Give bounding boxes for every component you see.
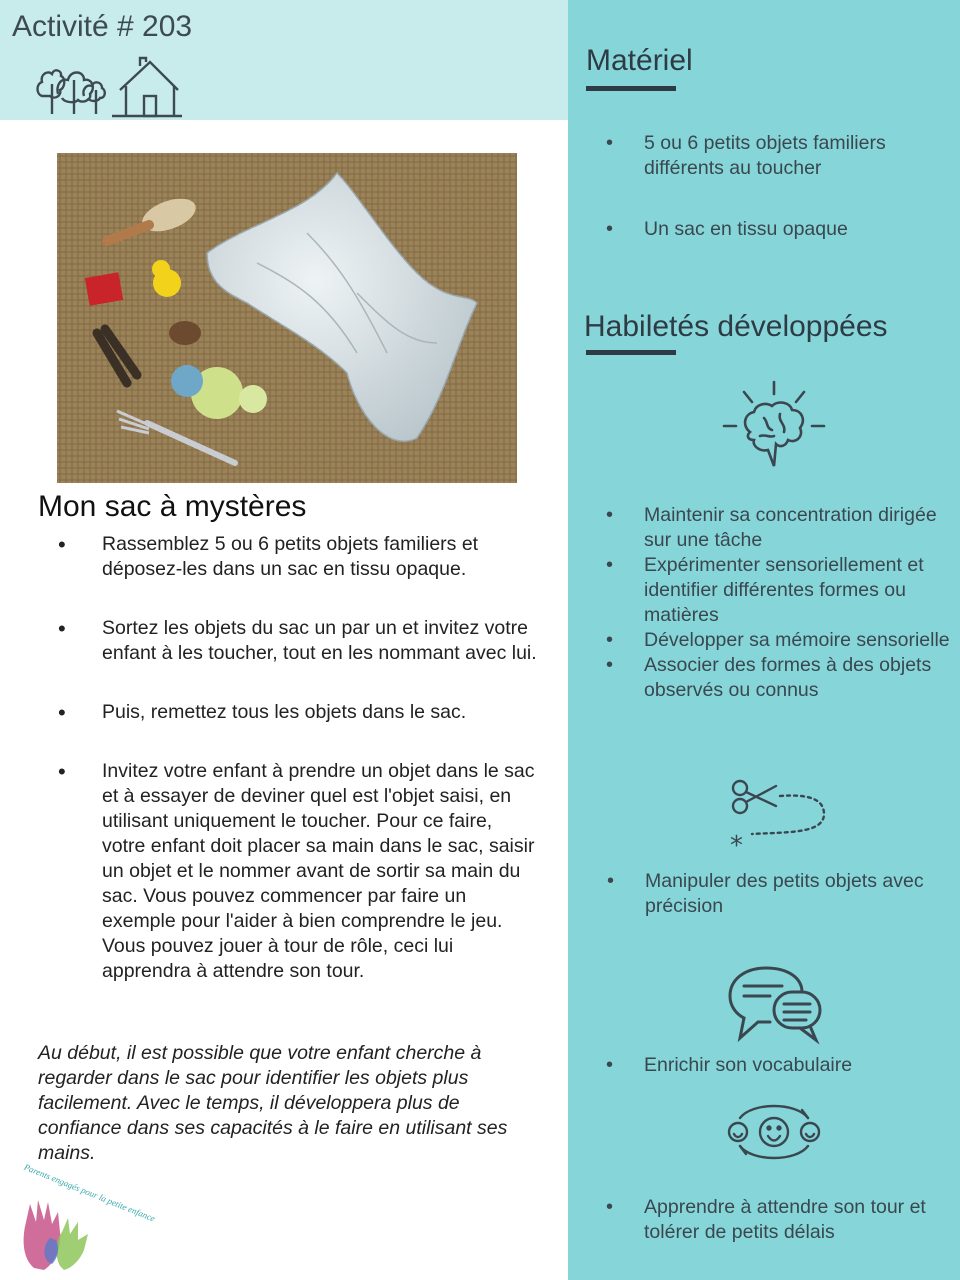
activity-name: Mon sac à mystères xyxy=(38,490,307,523)
hands-logo-icon xyxy=(4,1161,157,1274)
brain-icon xyxy=(716,378,832,474)
header-icons xyxy=(34,56,184,125)
scissors-icon xyxy=(726,774,830,861)
habilete-item: • Associer des formes à des objets observés ou connus xyxy=(598,653,960,703)
habiletes-list-4 xyxy=(598,1195,960,1245)
materiel-list xyxy=(598,131,938,242)
activity-steps xyxy=(58,532,540,984)
materiel-item: • 5 ou 6 petits objets familiers différents au toucher xyxy=(598,131,938,181)
habiletes-list-3 xyxy=(598,1053,960,1078)
svg-text:*: * xyxy=(730,831,743,861)
materiel-title: Matériel xyxy=(586,44,693,77)
logo-text: Parents engagés pour la petite enfance xyxy=(22,1161,157,1224)
organization-logo xyxy=(4,1161,157,1279)
speech-bubbles-icon xyxy=(726,964,826,1044)
trees-icon xyxy=(38,70,105,114)
activity-photo xyxy=(57,153,517,483)
habilete-item: • Maintenir sa concentration dirigée sur une tâche xyxy=(598,503,960,553)
step-item: • Sortez les objets du sac un par un et invitez votre enfant à les toucher, tout en les nommant avec lui. xyxy=(58,616,540,666)
materiel-item: • Un sac en tissu opaque xyxy=(598,217,938,242)
step-item: • Invitez votre enfant à prendre un objet dans le sac et à essayer de deviner quel est l'objet saisi, en utilisant uniquement le toucher. Pour ce faire, votre enfant doit placer sa main dans le sac, saisir un objet et le nommer avant de sortir sa main du sac. Vous pouvez commencer par faire un exemple pour l'aider à bien comprendre le jeu. Vous pouvez jouer à tour de rôle, ceci lui apprendra à attendre son tour. xyxy=(58,759,540,984)
habiletes-title: Habiletés développées xyxy=(584,310,888,343)
habilete-item: • Enrichir son vocabulaire xyxy=(598,1053,960,1078)
activity-note: Au début, il est possible que votre enfant cherche à regarder dans le sac pour identifier les objets plus facilement. Avec le temps, il développera plus de confiance dans ses capacités à le faire en utilisant ses mains. xyxy=(38,1042,508,1164)
faces-circle-icon xyxy=(726,1098,822,1166)
habilete-item: • Manipuler des petits objets avec précision xyxy=(599,869,960,919)
step-item: • Rassemblez 5 ou 6 petits objets familiers et déposez-les dans un sac en tissu opaque. xyxy=(58,532,540,582)
habilete-item: • Développer sa mémoire sensorielle xyxy=(598,628,960,653)
step-item: • Puis, remettez tous les objets dans le sac. xyxy=(58,700,540,725)
activity-number-title: Activité # 203 xyxy=(12,10,193,43)
habiletes-underline xyxy=(586,350,676,355)
habiletes-list-1 xyxy=(598,503,960,703)
house-icon xyxy=(112,58,182,116)
habilete-item: • Apprendre à attendre son tour et tolérer de petits délais xyxy=(598,1195,960,1245)
habiletes-list-2 xyxy=(599,869,960,919)
materiel-underline xyxy=(586,86,676,91)
habilete-item: • Expérimenter sensoriellement et identifier différentes formes ou matières xyxy=(598,553,960,628)
